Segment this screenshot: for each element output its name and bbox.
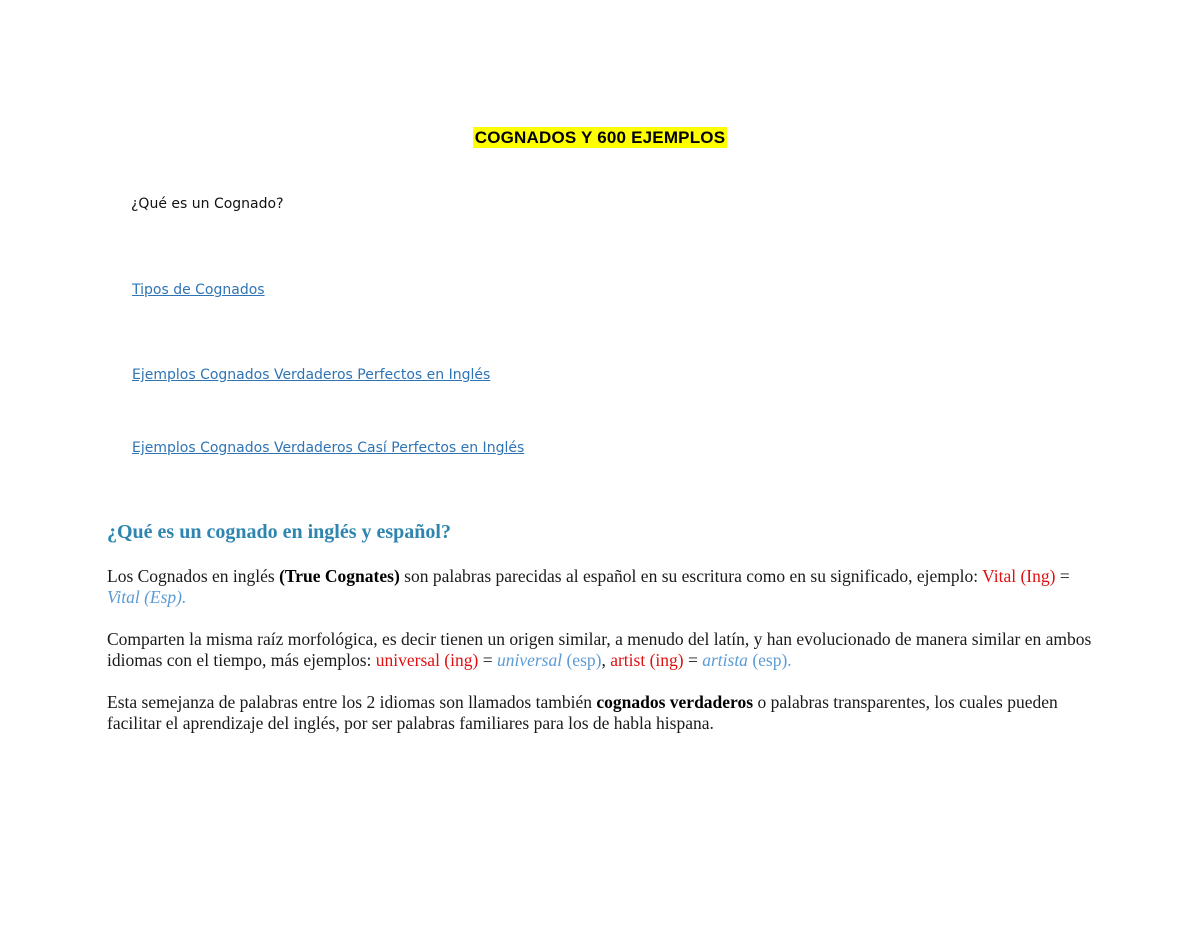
english-example: universal (ing) xyxy=(375,650,479,670)
spanish-example: artista xyxy=(702,650,748,670)
paragraph-definition xyxy=(107,566,1092,608)
period: . xyxy=(182,587,187,607)
spanish-example: universal xyxy=(496,650,563,670)
text: o palabras transparentes, los cuales pueden facilitar el aprendizaje del inglés, por ser palabras familiares para los de habla hispana. xyxy=(107,692,1058,733)
text: son palabras parecidas al español en su escritura como en su significado, ejemplo: xyxy=(399,566,983,586)
section-heading: ¿Qué es un cognado en inglés y español? xyxy=(107,521,451,543)
english-example: artist (ing) xyxy=(610,650,684,670)
text: Los Cognados en inglés xyxy=(107,566,280,586)
paragraph-examples xyxy=(107,629,1092,671)
paragraph-verdaderos xyxy=(107,692,1092,734)
bold-term: cognados verdaderos xyxy=(596,692,754,712)
spanish-tag: (esp). xyxy=(747,650,792,670)
bold-term: (True Cognates) xyxy=(279,566,400,586)
toc-question: ¿Qué es un Cognado? xyxy=(131,196,284,212)
page-title: COGNADOS Y 600 EJEMPLOS xyxy=(474,128,726,147)
comma: , xyxy=(601,650,611,670)
english-example: Vital (Ing) xyxy=(982,566,1056,586)
toc-link-tipos[interactable] xyxy=(107,282,265,298)
equals: = xyxy=(683,650,703,670)
text: Esta semejanza de palabras entre los 2 idiomas son llamados también xyxy=(107,692,597,712)
toc-link-label: Ejemplos Cognados Verdaderos Perfectos en Inglés xyxy=(132,367,491,383)
spanish-tag: (esp) xyxy=(562,650,602,670)
spanish-example: Vital (Esp) xyxy=(107,587,183,607)
toc-link-label: Ejemplos Cognados Verdaderos Casí Perfectos en Inglés xyxy=(132,440,525,456)
text: Comparten la misma raíz morfológica, es decir tienen un origen similar, a menudo del latín, y han evolucionado de manera similar en ambos idiomas con el tiempo, más ejemplos: xyxy=(107,629,1092,670)
equals: = xyxy=(478,650,497,670)
equals: = xyxy=(1055,566,1070,586)
toc-link-casi-perfectos[interactable] xyxy=(107,440,524,456)
toc-link-label: Tipos de Cognados xyxy=(132,282,265,298)
title-container xyxy=(0,128,1200,148)
toc-link-perfectos[interactable] xyxy=(107,367,490,383)
